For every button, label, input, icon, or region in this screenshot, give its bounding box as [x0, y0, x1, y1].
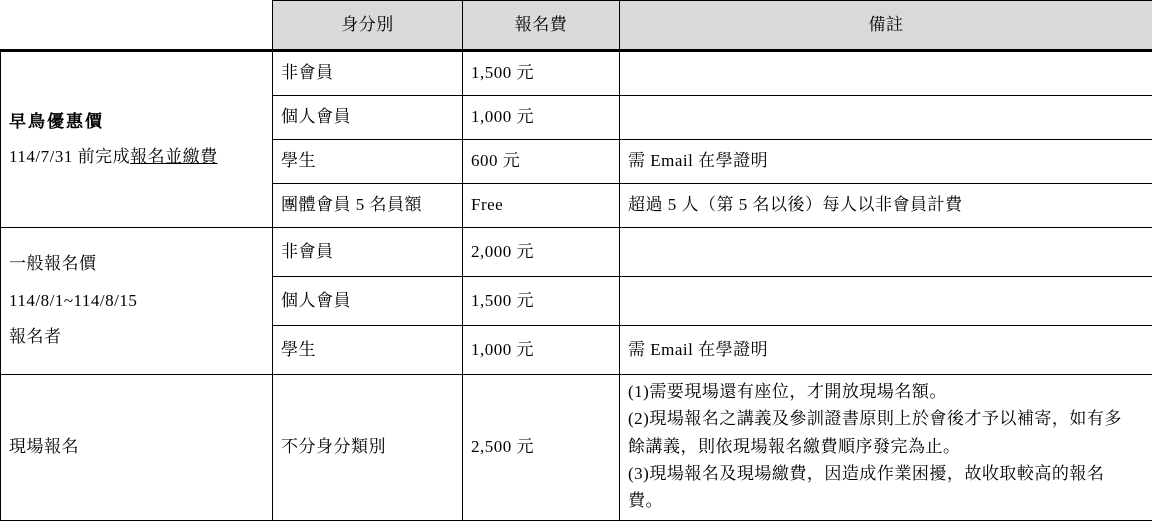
- category-detail: [9, 144, 264, 170]
- header-cell-fee: 報名費: [463, 1, 620, 51]
- identity-type: 學生: [273, 140, 463, 184]
- note-line: (2)現場報名之講義及參訓證書原則上於會後才予以補寄，如有多: [628, 406, 1144, 432]
- header-cell-identity: 身分別: [273, 1, 463, 51]
- fee-amount: Free: [463, 184, 620, 228]
- identity-type: 不分身分類別: [273, 375, 463, 521]
- category-detail-text: 114/7/31 前完成: [9, 147, 130, 166]
- note-line: 餘講義，則依現場報名繳費順序發完為止。: [628, 434, 1144, 460]
- note-text: [620, 277, 1152, 326]
- category-detail-underlined: 報名並繳費: [130, 147, 218, 166]
- fee-amount: 2,000 元: [463, 228, 620, 277]
- category-title: 一般報名價: [9, 251, 264, 277]
- identity-type: 個人會員: [273, 96, 463, 140]
- fee-amount: 1,500 元: [463, 277, 620, 326]
- category-general: [1, 228, 273, 375]
- category-onsite: 現場報名: [1, 375, 273, 521]
- category-title: 早鳥優惠價: [9, 109, 264, 135]
- identity-type: 非會員: [273, 51, 463, 96]
- fee-amount: 1,000 元: [463, 96, 620, 140]
- note-line: (3)現場報名及現場繳費，因造成作業困擾，故收取較高的報名: [628, 461, 1144, 487]
- note-line: 費。: [628, 488, 1144, 514]
- header-cell-empty: [1, 1, 273, 51]
- identity-type: 學生: [273, 326, 463, 375]
- note-text: [620, 96, 1152, 140]
- table-row: [1, 228, 1152, 277]
- table-row: [1, 51, 1152, 96]
- fee-amount: 2,500 元: [463, 375, 620, 521]
- fee-amount: 1,500 元: [463, 51, 620, 96]
- fee-amount: 600 元: [463, 140, 620, 184]
- identity-type: 團體會員 5 名員額: [273, 184, 463, 228]
- note-text: 需 Email 在學證明: [620, 140, 1152, 184]
- category-early-bird: [1, 51, 273, 228]
- header-cell-note: 備註: [620, 1, 1152, 51]
- note-block: [620, 375, 1152, 521]
- identity-type: 非會員: [273, 228, 463, 277]
- category-detail-text: 114/8/1~114/8/15: [9, 288, 264, 314]
- table-row: [1, 375, 1152, 521]
- note-line: (1)需要現場還有座位，才開放現場名額。: [628, 379, 1144, 405]
- note-text: [620, 228, 1152, 277]
- note-text: 需 Email 在學證明: [620, 326, 1152, 375]
- note-text: 超過 5 人（第 5 名以後）每人以非會員計費: [620, 184, 1152, 228]
- note-text: [620, 51, 1152, 96]
- table-header-row: [1, 1, 1152, 51]
- identity-type: 個人會員: [273, 277, 463, 326]
- category-detail-text2: 報名者: [9, 324, 264, 350]
- fee-amount: 1,000 元: [463, 326, 620, 375]
